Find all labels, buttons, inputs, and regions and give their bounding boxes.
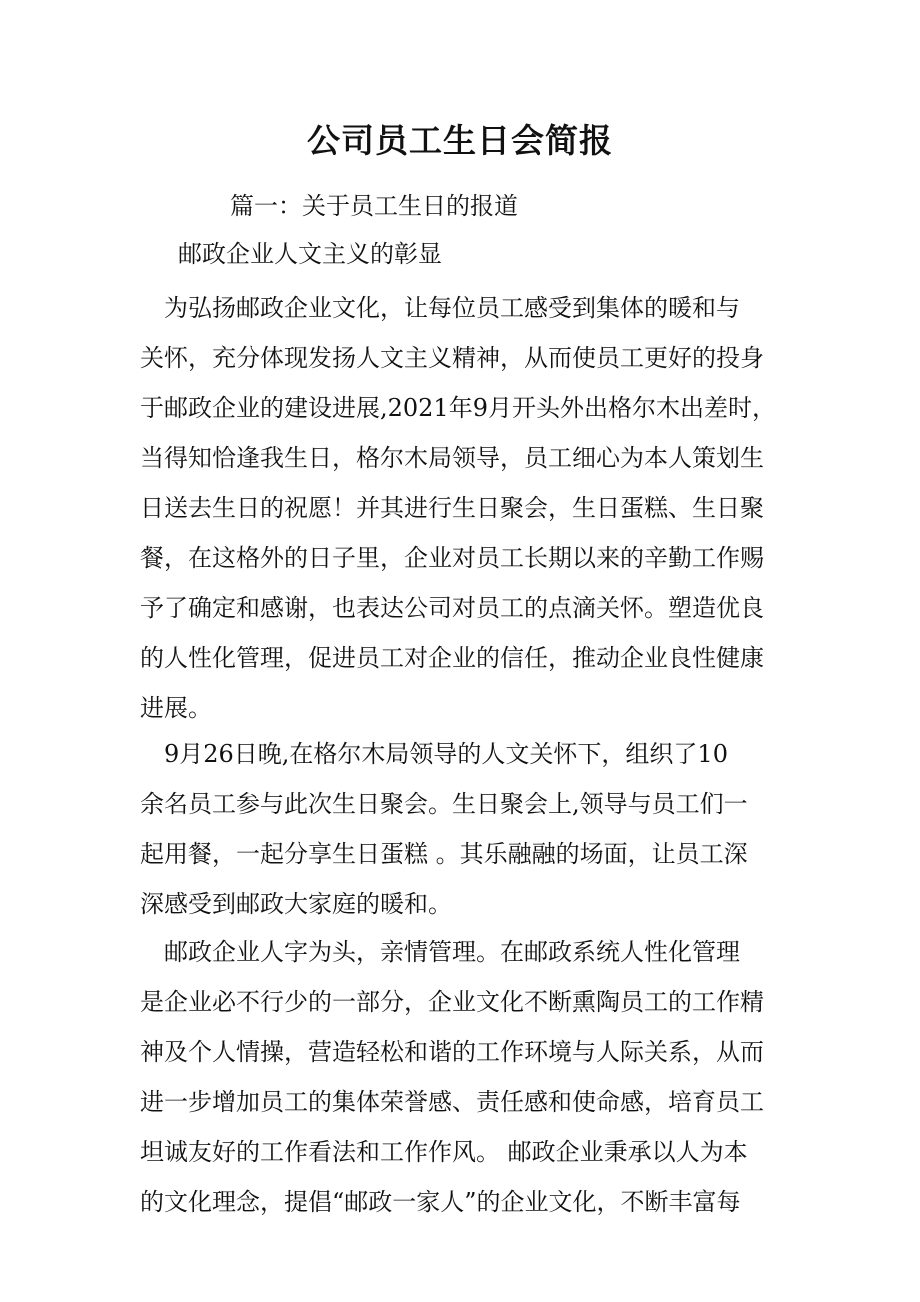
body-text-line: 于邮政企业的建设进展,2021年9月开头外出格尔木出差时， <box>140 394 776 422</box>
body-text-line: 进一步增加员工的集体荣誉感、责任感和使命感，培育员工 <box>140 1088 764 1116</box>
body-text-line: 当得知恰逢我生日，格尔木局领导，员工细心为本人策划生 <box>140 444 764 472</box>
body-text-line: 起用餐，一起分享生日蛋糕 。其乐融融的场面，让员工深 <box>140 840 748 868</box>
body-text-line: 予了确定和感谢，也表达公司对员工的点滴关怀。塑造优良 <box>140 594 764 622</box>
body-text-line: 深感受到邮政大家庭的暖和。 <box>140 890 452 918</box>
body-text-line: 关怀，充分体现发扬人文主义精神，从而使员工更好的投身 <box>140 344 764 372</box>
body-text-line: 神及个人情操，营造轻松和谐的工作环境与人际关系，从而 <box>140 1038 764 1066</box>
body-text-line: 的文化理念，提倡“邮政一家人”的企业文化，不断丰富每 <box>140 1188 741 1216</box>
body-text-line: 邮政企业人字为头，亲情管理。在邮政系统人性化管理 <box>140 938 740 966</box>
body-text-line: 余名员工参与此次生日聚会。生日聚会上,领导与员工们一 <box>140 790 748 818</box>
body-text-line: 坦诚友好的工作看法和工作作风。 邮政企业秉承以人为本 <box>140 1138 748 1166</box>
lead-line: 邮政企业人文主义的彰显 <box>178 240 442 268</box>
body-text-line: 为弘扬邮政企业文化，让每位员工感受到集体的暖和与 <box>140 294 740 322</box>
body-text-line: 餐，在这格外的日子里，企业对员工长期以来的辛勤工作赐 <box>140 544 764 572</box>
body-text-line: 的人性化管理，促进员工对企业的信任，推动企业良性健康 <box>140 644 764 672</box>
body-text-line: 9月26日晚,在格尔木局领导的人文关怀下，组织了10 <box>140 740 728 768</box>
section-heading: 篇一：关于员工生日的报道 <box>230 192 518 220</box>
body-text-line: 进展。 <box>140 694 212 722</box>
document-title: 公司员工生日会简报 <box>307 121 613 160</box>
body-text-line: 是企业必不行少的一部分，企业文化不断熏陶员工的工作精 <box>140 988 764 1016</box>
body-text-line: 日送去生日的祝愿！并其进行生日聚会，生日蛋糕、生日聚 <box>140 494 764 522</box>
